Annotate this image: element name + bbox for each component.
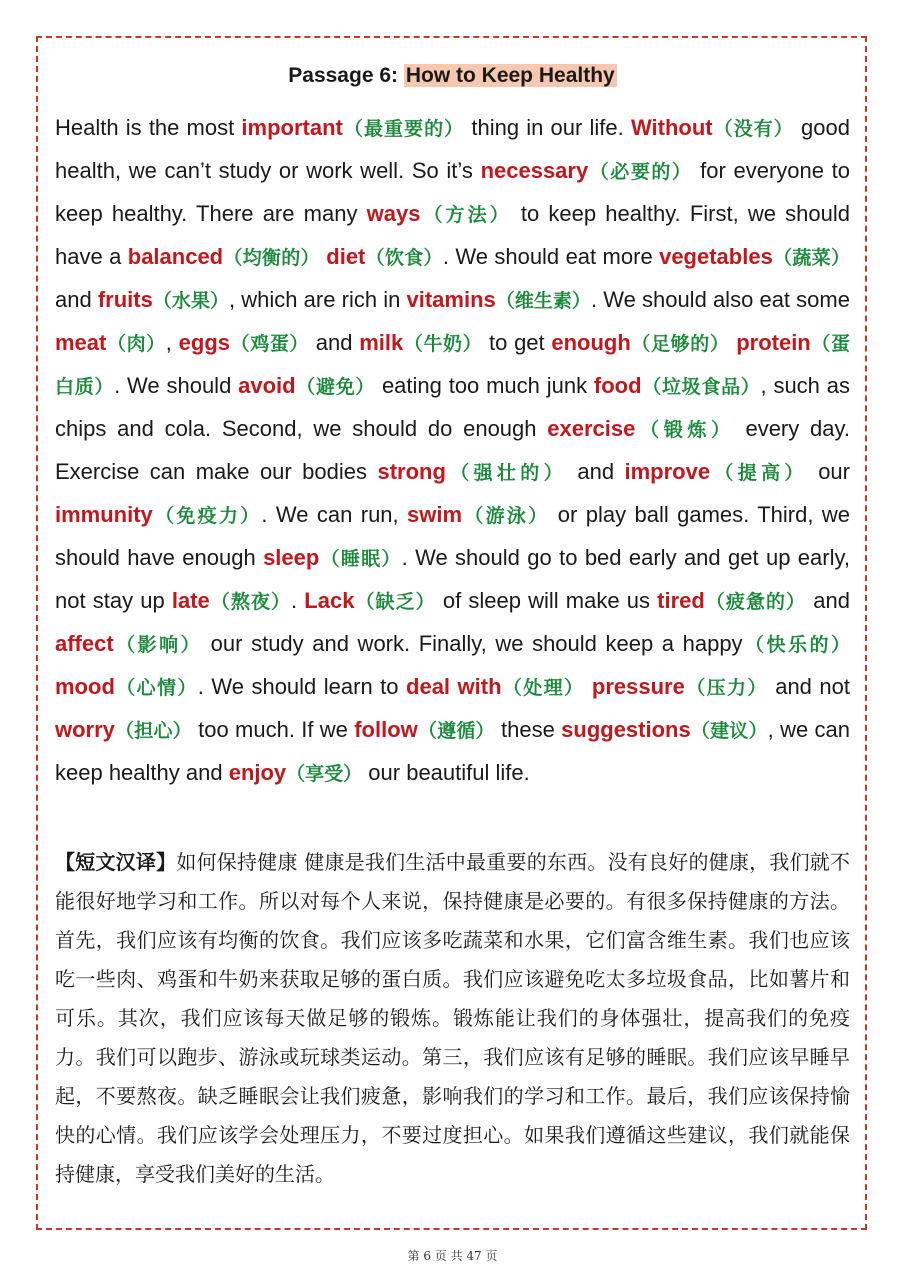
- chinese-gloss: （压力）: [684, 677, 768, 699]
- passage-text: these: [494, 717, 562, 742]
- chinese-gloss: （均衡的）: [223, 247, 320, 269]
- chinese-gloss: （肉）: [106, 333, 166, 355]
- passage-text: good health, we can’t study or work well. So it’s: [55, 115, 850, 183]
- passage-text: . We should go to bed early and get up early, not stay up: [55, 545, 850, 613]
- chinese-gloss: （强壮的）: [445, 462, 567, 484]
- passage-text: for everyone to keep healthy. There are many: [55, 158, 850, 226]
- keyword: affect: [55, 631, 114, 656]
- keyword: diet: [326, 244, 366, 269]
- chinese-gloss: （睡眠）: [319, 548, 402, 570]
- keyword: milk: [359, 330, 404, 355]
- chinese-gloss: （享受）: [286, 763, 363, 785]
- keyword: suggestions: [561, 717, 691, 742]
- chinese-gloss: （游泳）: [462, 505, 550, 527]
- title-highlight: How to Keep Healthy: [405, 64, 615, 87]
- passage-text: our study and work. Finally, we should keep a happy: [202, 631, 743, 656]
- keyword: follow: [354, 717, 418, 742]
- keyword: enough: [551, 330, 631, 355]
- chinese-gloss: （遵循）: [417, 720, 495, 742]
- keyword: food: [593, 373, 642, 398]
- keyword: meat: [55, 330, 107, 355]
- keyword: Lack: [304, 588, 355, 613]
- chinese-gloss: （影响）: [113, 634, 203, 656]
- keyword: eggs: [178, 330, 230, 355]
- chinese-gloss: （维生素）: [495, 290, 591, 312]
- passage-text: to get: [482, 330, 552, 355]
- passage-text: Health is the most: [55, 115, 242, 140]
- keyword: deal with: [406, 674, 502, 699]
- chinese-gloss: （锻炼）: [635, 419, 735, 441]
- keyword: necessary: [480, 158, 589, 183]
- keyword: avoid: [238, 373, 296, 398]
- keyword: enjoy: [228, 760, 287, 785]
- passage-text: . We should also eat some: [590, 287, 850, 312]
- passage-text: . We should learn to: [197, 674, 407, 699]
- english-passage: [55, 107, 850, 795]
- passage-text: our: [807, 459, 850, 484]
- keyword: fruits: [97, 287, 153, 312]
- chinese-gloss: （快乐的）: [742, 634, 850, 656]
- keyword: pressure: [591, 674, 685, 699]
- passage-text: . We should: [114, 373, 239, 398]
- translation-text: 如何保持健康 健康是我们生活中最重要的东西。没有良好的健康，我们就不能很好地学习和工作。所以对每个人来说，保持健康是必要的。有很多保持健康的方法。首先，我们应该有均衡的饮食。我们应该多吃蔬菜和水果，它们富含维生素。我们也应该吃一些肉、鸡蛋和牛奶来获取足够的蛋白质。我们应该避免吃太多垃圾食品，比如薯片和可乐。其次，我们应该每天做足够的锻炼。锻炼能让我们的身体强壮，提高我们的免疫力。我们可以跑步、游泳或玩球类运动。第三，我们应该有足够的睡眠。我们应该早睡早起，不要熬夜。缺乏睡眠会让我们疲惫，影响我们的学习和工作。最后，我们应该保持愉快的心情。我们应该学会处理压力，不要过度担心。如果我们遵循这些建议，我们就能保持健康，享受我们美好的生活。: [55, 850, 851, 1186]
- keyword: late: [171, 588, 210, 613]
- chinese-gloss: （熬夜）: [209, 591, 292, 613]
- chinese-gloss: （必要的）: [588, 161, 693, 183]
- chinese-gloss: （最重要的）: [342, 118, 465, 140]
- chinese-gloss: （担心）: [114, 720, 192, 742]
- passage-text: our beautiful life.: [362, 760, 530, 785]
- page-footer: 第 6 页 共 47 页: [407, 1249, 498, 1263]
- chinese-gloss: （蔬菜）: [772, 247, 850, 269]
- passage-text: and not: [767, 674, 850, 699]
- keyword: vitamins: [406, 287, 496, 312]
- chinese-gloss: （缺乏）: [354, 591, 436, 613]
- title-prefix: Passage 6:: [288, 64, 404, 87]
- chinese-gloss: （提高）: [710, 462, 808, 484]
- chinese-gloss: （鸡蛋）: [230, 333, 310, 355]
- chinese-gloss: （足够的）: [630, 333, 730, 355]
- keyword: balanced: [127, 244, 224, 269]
- keyword: ways: [366, 201, 421, 226]
- chinese-gloss: （没有）: [712, 118, 794, 140]
- keyword: important: [241, 115, 343, 140]
- keyword: strong: [377, 459, 446, 484]
- passage-text: and: [566, 459, 625, 484]
- keyword: protein: [736, 330, 811, 355]
- keyword: improve: [624, 459, 711, 484]
- keyword: mood: [55, 674, 115, 699]
- passage-text: and: [806, 588, 850, 613]
- chinese-gloss: （建议）: [690, 720, 768, 742]
- chinese-gloss: （蛋白质）: [55, 333, 850, 398]
- chinese-gloss: （方法）: [420, 204, 512, 226]
- passage-text: [584, 674, 592, 699]
- chinese-gloss: （牛奶）: [403, 333, 483, 355]
- passage-text: , such as chips and cola. Second, we should do enough: [55, 373, 850, 441]
- passage-text: to keep healthy. First, we should have a: [55, 201, 850, 269]
- passage-text: or play ball games. Third, we should have enough: [55, 502, 850, 570]
- passage-title: [0, 64, 905, 88]
- passage-text: . We should eat more: [442, 244, 660, 269]
- chinese-gloss: （免疫力）: [152, 505, 262, 527]
- chinese-gloss: （心情）: [114, 677, 198, 699]
- keyword: Without: [630, 115, 713, 140]
- passage-text: . We can run,: [261, 502, 408, 527]
- passage-text: of sleep will make us: [435, 588, 658, 613]
- chinese-gloss: （水果）: [152, 290, 230, 312]
- passage-text: , we can keep healthy and: [55, 717, 850, 785]
- chinese-gloss: （饮食）: [365, 247, 443, 269]
- keyword: immunity: [55, 502, 153, 527]
- translation-label: 【短文汉译】: [55, 850, 177, 874]
- passage-text: thing in our life.: [464, 115, 631, 140]
- passage-text: and: [55, 287, 98, 312]
- passage-text: and: [309, 330, 360, 355]
- keyword: sleep: [263, 545, 320, 570]
- keyword: vegetables: [659, 244, 773, 269]
- keyword: exercise: [547, 416, 636, 441]
- chinese-gloss: （疲惫的）: [704, 591, 807, 613]
- passage-text: eating too much junk: [375, 373, 594, 398]
- chinese-gloss: （垃圾食品）: [641, 376, 761, 398]
- chinese-gloss: （处理）: [501, 677, 585, 699]
- passage-text: , which are rich in: [229, 287, 407, 312]
- keyword: tired: [657, 588, 705, 613]
- passage-text: too much. If we: [191, 717, 355, 742]
- passage-text: every day. Exercise can make our bodies: [55, 416, 850, 484]
- passage-text: ,: [165, 330, 179, 355]
- keyword: swim: [407, 502, 463, 527]
- chinese-gloss: （避免）: [295, 376, 376, 398]
- chinese-translation: [55, 843, 850, 1194]
- keyword: worry: [55, 717, 115, 742]
- passage-text: .: [291, 588, 305, 613]
